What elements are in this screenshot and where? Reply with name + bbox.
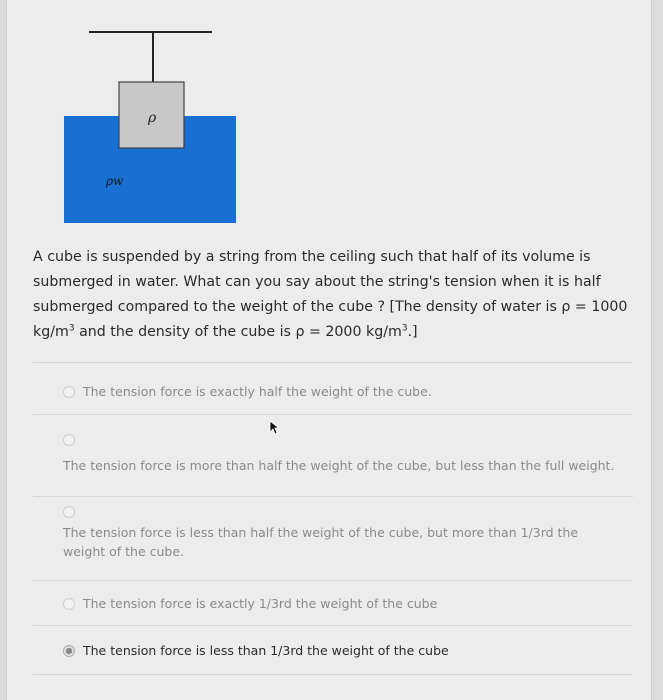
option-4-label[interactable]: The tension force is exactly 1/3rd the weight of the cube [83, 596, 438, 611]
question-text [33, 245, 633, 345]
option-4-radio[interactable] [63, 598, 75, 610]
option-1-label[interactable]: The tension force is exactly half the weight of the cube. [83, 384, 432, 399]
water-density-label: ρw [106, 174, 124, 188]
divider [33, 496, 633, 497]
question-line: $kg/m^3$ and the density of the cube is ρ = 2000 $kg/m^3$.] [33, 323, 418, 340]
option-1-radio[interactable] [63, 386, 75, 398]
divider [33, 414, 633, 415]
divider [33, 580, 633, 581]
option-3-radio[interactable] [63, 506, 75, 518]
option-5-radio[interactable] [63, 645, 75, 657]
divider [33, 625, 633, 626]
divider [33, 362, 633, 363]
buoyancy-diagram [7, 0, 307, 240]
option-2-label[interactable]: The tension force is more than half the weight of the cube, but less than the full weight. [63, 458, 615, 473]
option-3-label[interactable]: The tension force is less than half the weight of the cube, but more than 1/3rd the weight of the cube. [63, 525, 579, 559]
question-line: A cube is suspended by a string from the ceiling such that half of its volume is [33, 249, 591, 265]
question-line: submerged compared to the weight of the cube ? [The density of water is ρ = 1000 [33, 299, 628, 315]
question-line: submerged in water. What can you say about the string's tension when it is half [33, 274, 601, 290]
option-2-radio[interactable] [63, 434, 75, 446]
cube-density-label: ρ [148, 110, 157, 126]
divider [33, 674, 633, 675]
mouse-cursor-icon [269, 420, 283, 436]
quiz-page [6, 0, 652, 700]
option-5-label[interactable]: The tension force is less than 1/3rd the weight of the cube [83, 643, 449, 658]
